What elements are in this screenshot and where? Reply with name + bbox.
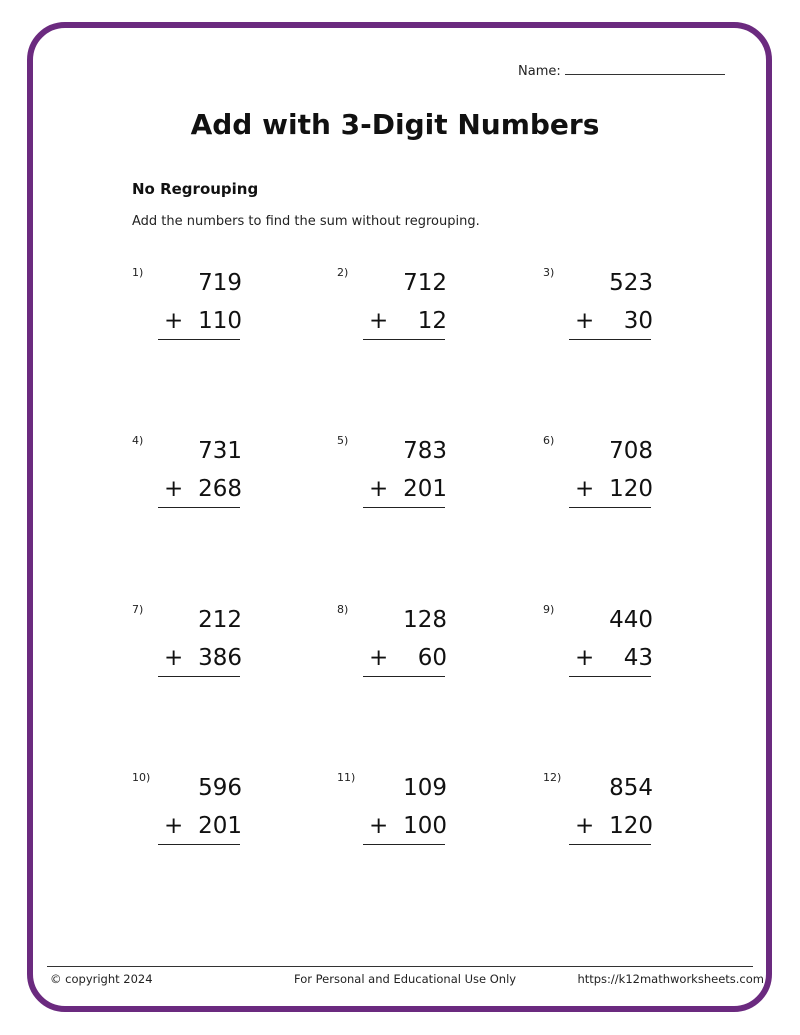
problem-number: 8) — [337, 603, 349, 616]
answer-line — [363, 339, 445, 340]
footer-usage-note: For Personal and Educational Use Only — [294, 972, 517, 986]
problem-11 — [337, 771, 467, 851]
plus-sign: + — [575, 476, 595, 502]
problem-number: 3) — [543, 266, 555, 279]
plus-sign: + — [164, 476, 184, 502]
problem-7 — [132, 603, 262, 683]
top-addend: 440 — [609, 607, 653, 633]
answer-line — [158, 507, 240, 508]
problem-number: 7) — [132, 603, 144, 616]
problem-3 — [543, 266, 673, 346]
problem-6 — [543, 434, 673, 514]
plus-sign: + — [575, 308, 595, 334]
plus-sign: + — [164, 308, 184, 334]
problem-9 — [543, 603, 673, 683]
answer-line — [363, 507, 445, 508]
top-addend: 783 — [403, 438, 447, 464]
problem-number: 9) — [543, 603, 555, 616]
name-label: Name: — [518, 64, 561, 79]
answer-line — [569, 507, 651, 508]
problem-number: 12) — [543, 771, 562, 784]
top-addend: 523 — [609, 270, 653, 296]
problem-number: 4) — [132, 434, 144, 447]
problem-2 — [337, 266, 467, 346]
plus-sign: + — [369, 813, 389, 839]
problem-4 — [132, 434, 262, 514]
plus-sign: + — [575, 813, 595, 839]
top-addend: 212 — [198, 607, 242, 633]
answer-line — [158, 339, 240, 340]
footer-divider — [47, 966, 753, 967]
answer-line — [363, 844, 445, 845]
bottom-addend: 201 — [403, 476, 447, 502]
plus-sign: + — [369, 476, 389, 502]
footer-url-link[interactable]: https://k12mathworksheets.com — [577, 972, 764, 986]
problem-5 — [337, 434, 467, 514]
section-title: No Regrouping — [132, 180, 259, 198]
bottom-addend: 268 — [198, 476, 242, 502]
bottom-addend: 100 — [403, 813, 447, 839]
instructions: Add the numbers to find the sum without regrouping. — [132, 214, 480, 229]
name-field[interactable] — [518, 62, 725, 79]
bottom-addend: 120 — [609, 476, 653, 502]
answer-line — [569, 844, 651, 845]
plus-sign: + — [369, 308, 389, 334]
problem-number: 6) — [543, 434, 555, 447]
top-addend: 719 — [198, 270, 242, 296]
worksheet-frame — [27, 22, 772, 1012]
bottom-addend: 60 — [417, 645, 447, 671]
top-addend: 854 — [609, 775, 653, 801]
problem-number: 5) — [337, 434, 349, 447]
problem-8 — [337, 603, 467, 683]
problem-number: 11) — [337, 771, 356, 784]
plus-sign: + — [369, 645, 389, 671]
bottom-addend: 120 — [609, 813, 653, 839]
problem-number: 10) — [132, 771, 151, 784]
bottom-addend: 386 — [198, 645, 242, 671]
top-addend: 708 — [609, 438, 653, 464]
page-title: Add with 3-Digit Numbers — [190, 108, 600, 141]
top-addend: 731 — [198, 438, 242, 464]
top-addend: 596 — [198, 775, 242, 801]
problem-12 — [543, 771, 673, 851]
plus-sign: + — [164, 645, 184, 671]
answer-line — [569, 676, 651, 677]
problem-10 — [132, 771, 262, 851]
plus-sign: + — [164, 813, 184, 839]
name-blank-line[interactable] — [565, 62, 725, 75]
top-addend: 109 — [403, 775, 447, 801]
bottom-addend: 30 — [623, 308, 653, 334]
bottom-addend: 110 — [198, 308, 242, 334]
answer-line — [569, 339, 651, 340]
answer-line — [363, 676, 445, 677]
problem-1 — [132, 266, 262, 346]
top-addend: 712 — [403, 270, 447, 296]
bottom-addend: 12 — [417, 308, 447, 334]
bottom-addend: 201 — [198, 813, 242, 839]
problem-number: 1) — [132, 266, 144, 279]
answer-line — [158, 676, 240, 677]
bottom-addend: 43 — [623, 645, 653, 671]
plus-sign: + — [575, 645, 595, 671]
top-addend: 128 — [403, 607, 447, 633]
answer-line — [158, 844, 240, 845]
problem-number: 2) — [337, 266, 349, 279]
footer-copyright: © copyright 2024 — [50, 972, 153, 986]
